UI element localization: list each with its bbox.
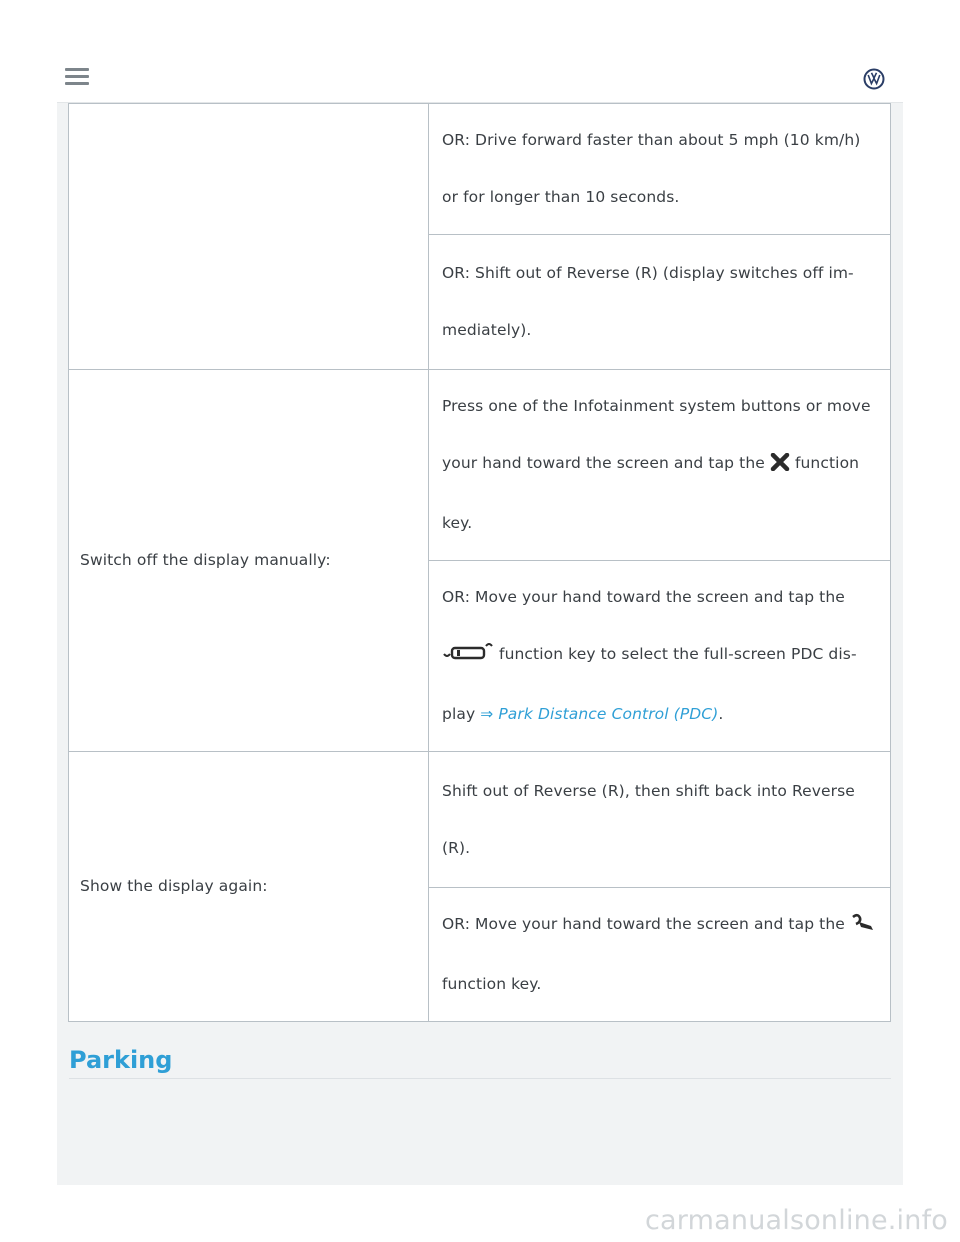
condition-cell: Switch off the display manually: [69,370,429,752]
pdc-link[interactable]: ⇒ Park Distance Control (PDC) [480,705,719,723]
table-row [69,370,891,561]
action-cell: Shift out of Reverse (R), then shift back into Reverse (R). [429,752,891,888]
vw-logo-icon[interactable] [863,68,885,90]
manual-content [57,103,903,1185]
action-cell [429,888,891,1022]
watermark: carmanualsonline.info [645,1205,948,1236]
action-text: OR: Move your hand toward the screen and tap the [442,588,845,606]
action-text: Press one of the Infotainment system buttons or move your hand toward the screen and tap the [442,397,871,472]
condition-cell [69,104,429,370]
action-text: function key. [442,454,860,532]
action-text: OR: Move your hand toward the screen and tap the [442,915,845,933]
action-cell [429,370,891,561]
section-title-parking: Parking [69,1046,173,1074]
action-cell [429,561,891,752]
action-cell: OR: Shift out of Reverse (R) (display switches off im-mediately). [429,235,891,370]
table-row [69,104,891,235]
pdc-display-icon [442,629,494,686]
top-bar [57,0,903,103]
action-text: function key. [442,975,542,993]
section-divider [69,1078,891,1079]
action-cell: OR: Drive forward faster than about 5 mph (10 km/h) or for longer than 10 seconds. [429,104,891,235]
table-row [69,752,891,888]
hamburger-menu-icon[interactable] [65,68,89,88]
action-text: . [718,705,724,723]
rear-view-camera-icon [850,899,876,956]
close-x-icon [770,438,790,495]
condition-cell: Show the display again: [69,752,429,1022]
display-instructions-table [68,103,891,1022]
action-text: function key to select the full-screen PDC dis-play [442,645,857,723]
